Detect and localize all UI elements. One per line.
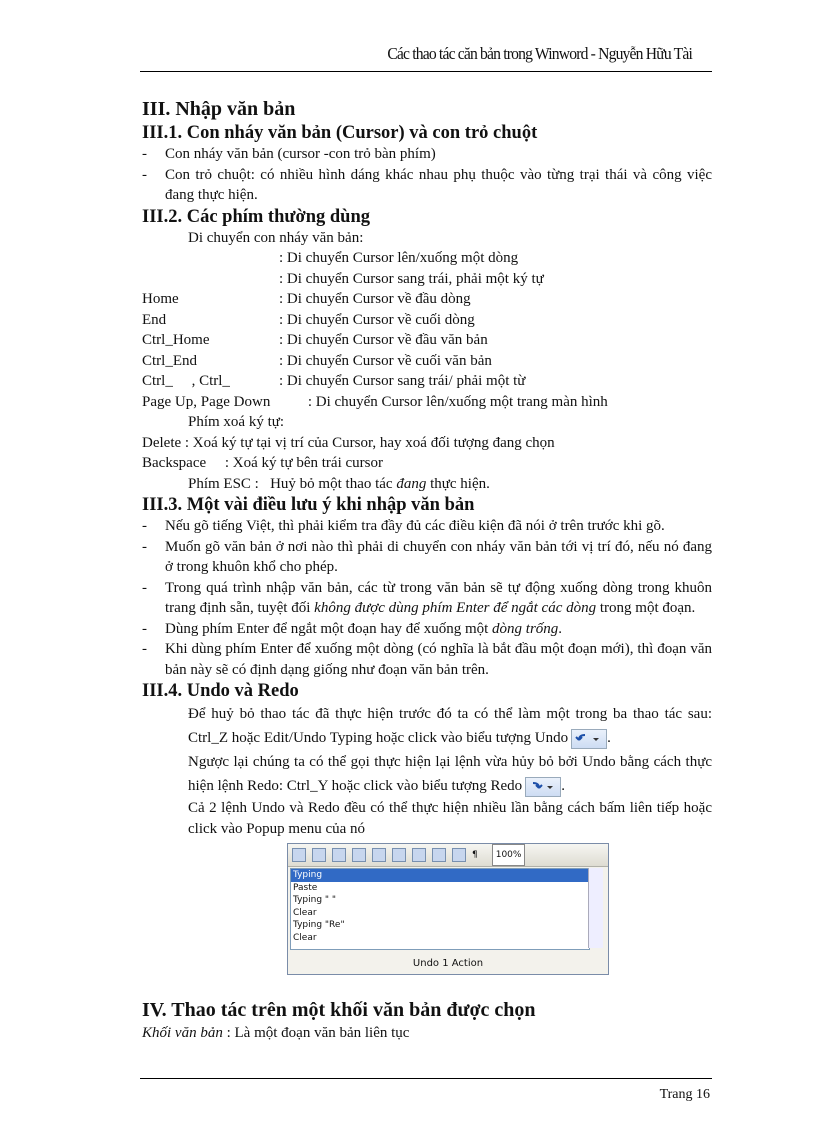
key: [142, 248, 279, 269]
undo-popup-screenshot: [287, 843, 609, 975]
section-3-title: III. Nhập văn bản: [142, 98, 296, 120]
delete-keys-intro: Phím xoá ký tự:: [188, 414, 285, 430]
block-definition: Khối văn bản : Là một đoạn văn bản liên tục: [142, 1025, 410, 1041]
key-desc: : Di chuyển Cursor sang trái, phải một ký tự: [279, 270, 544, 287]
list-item: - Con trỏ chuột: có nhiều hình dáng khác nhau phụ thuộc vào từng trại thái và công việc đang thực hiện.: [142, 165, 712, 206]
pageupdown-row: Page Up, Page Down : Di chuyển Cursor lên/xuống một trang màn hình: [142, 393, 608, 410]
key-desc: : Di chuyển Cursor về đầu dòng: [279, 291, 471, 307]
header-rule: [140, 71, 712, 72]
section-3-1-title: III.1. Con nháy văn bản (Cursor) và con trỏ chuột: [142, 123, 538, 143]
key-row: [142, 351, 712, 372]
section-3-2-title: III.2. Các phím thường dùng: [142, 206, 370, 227]
key-desc: : Di chuyển Cursor về cuối văn bản: [279, 352, 492, 369]
doc-map-icon: [452, 848, 466, 862]
key-desc: : Di chuyển Cursor về đầu văn bản: [279, 332, 488, 348]
key-desc: : Di chuyển Cursor lên/xuống một dòng: [279, 250, 519, 266]
key: End: [142, 311, 167, 328]
redo-icon: [525, 777, 561, 797]
key-row: [142, 248, 712, 269]
page-number: Trang 16: [659, 1087, 710, 1102]
page-body: [142, 96, 712, 1044]
drawing-icon: [432, 848, 446, 862]
excel-icon: [392, 848, 406, 862]
columns-icon: [412, 848, 426, 862]
section-4-title: IV. Thao tác trên một khối văn bản được chọn: [142, 999, 536, 1021]
insert-table-icon: [372, 848, 386, 862]
undo-icon: [292, 848, 306, 862]
key-row: [142, 310, 712, 331]
list-item: - Con nháy văn bản (cursor -con trỏ bàn phím): [142, 144, 712, 165]
hyperlink-icon: [332, 848, 346, 862]
key: Ctrl_ , Ctrl_: [142, 373, 230, 389]
delete-row: Delete : Xoá ký tự tại vị trí của Cursor, hay xoá đối tượng đang chọn: [142, 434, 555, 451]
key-row: [142, 269, 712, 290]
pilcrow-icon: ¶: [472, 849, 478, 860]
page-header: Các thao tác căn bản trong Winword - Nguyễn Hữu Tài: [387, 44, 692, 63]
backspace-row: Backspace : Xoá ký tự bên trái cursor: [142, 455, 383, 471]
section-3-3-title: III.3. Một vài điều lưu ý khi nhập văn bản: [142, 495, 475, 515]
key-row: [142, 289, 712, 310]
key-row: [142, 330, 712, 351]
list-item: - Nếu gõ tiếng Việt, thì phải kiểm tra đầy đủ các điều kiện đã nói ở trên trước khi gõ.: [142, 516, 712, 537]
key: Home: [142, 291, 179, 307]
undo-list: [290, 868, 590, 950]
cursor-move-intro: Di chuyển con nháy văn bản:: [188, 229, 364, 246]
key: Ctrl_End: [142, 352, 197, 369]
tables-icon: [352, 848, 366, 862]
esc-row: Phím ESC : Huỷ bỏ một thao tác đang thực hiện.: [188, 475, 490, 492]
undo-paragraph: Để huỷ bỏ thao tác đã thực hiện trước đó ta có thể làm một trong ba thao tác sau: Ctrl_Z hoặc Edit/Undo Typing hoặc click vào biểu tượng Undo .: [142, 702, 712, 750]
undo-icon: [571, 729, 607, 749]
key-row: [142, 371, 712, 392]
redo-icon: [312, 848, 326, 862]
list-item: Paste: [293, 882, 318, 893]
list-item: Clear: [293, 932, 317, 943]
toolbar: [288, 844, 608, 867]
list-item: Clear: [293, 907, 317, 918]
undo-caption: Undo 1 Action: [412, 958, 484, 969]
zoom-box: 100%: [492, 844, 526, 867]
list-item: - Trong quá trình nhập văn bản, các từ trong văn bản sẽ tự động xuống dòng trong khuôn trang định sẵn, tuyệt đối không được dùng phím Enter để ngắt các dòng trong một đoạn.: [142, 578, 712, 619]
list-item: Typing " ": [293, 895, 337, 905]
scrollbar: [588, 868, 603, 948]
redo-paragraph: Ngược lại chúng ta có thể gọi thực hiện lại lệnh vừa hủy bỏ bởi Undo bằng cách thực hiện lệnh Redo: Ctrl_Y hoặc click vào biểu tượng Redo .: [142, 750, 712, 798]
list-item: - Muốn gõ văn bản ở nơi nào thì phải di chuyển con nháy văn bản tới vị trí đó, nếu nó đang ở trong khuôn khổ cho phép.: [142, 537, 712, 578]
key-desc: : Di chuyển Cursor về cuối dòng: [279, 311, 475, 328]
key: [142, 269, 279, 290]
undo-redo-note: Cả 2 lệnh Undo và Redo đều có thể thực hiện nhiều lần bằng cách bấm liên tiếp hoặc click vào Popup menu của nó: [188, 800, 712, 837]
list-item: Typing: [291, 869, 589, 882]
footer-rule: [140, 1078, 712, 1079]
key-desc: : Di chuyển Cursor sang trái/ phải một từ: [279, 373, 526, 389]
list-item: - Dùng phím Enter để ngắt một đoạn hay để xuống một dòng trống.: [142, 619, 712, 640]
list-item: Typing "Re": [293, 920, 345, 930]
list-item: - Khi dùng phím Enter để xuống một dòng (có nghĩa là bắt đầu một đoạn mới), thì đoạn văn bản này sẽ có định dạng giống như đoạn văn bản trên.: [142, 639, 712, 680]
section-3-4-title: III.4. Undo và Redo: [142, 681, 299, 701]
key: Ctrl_Home: [142, 332, 210, 348]
